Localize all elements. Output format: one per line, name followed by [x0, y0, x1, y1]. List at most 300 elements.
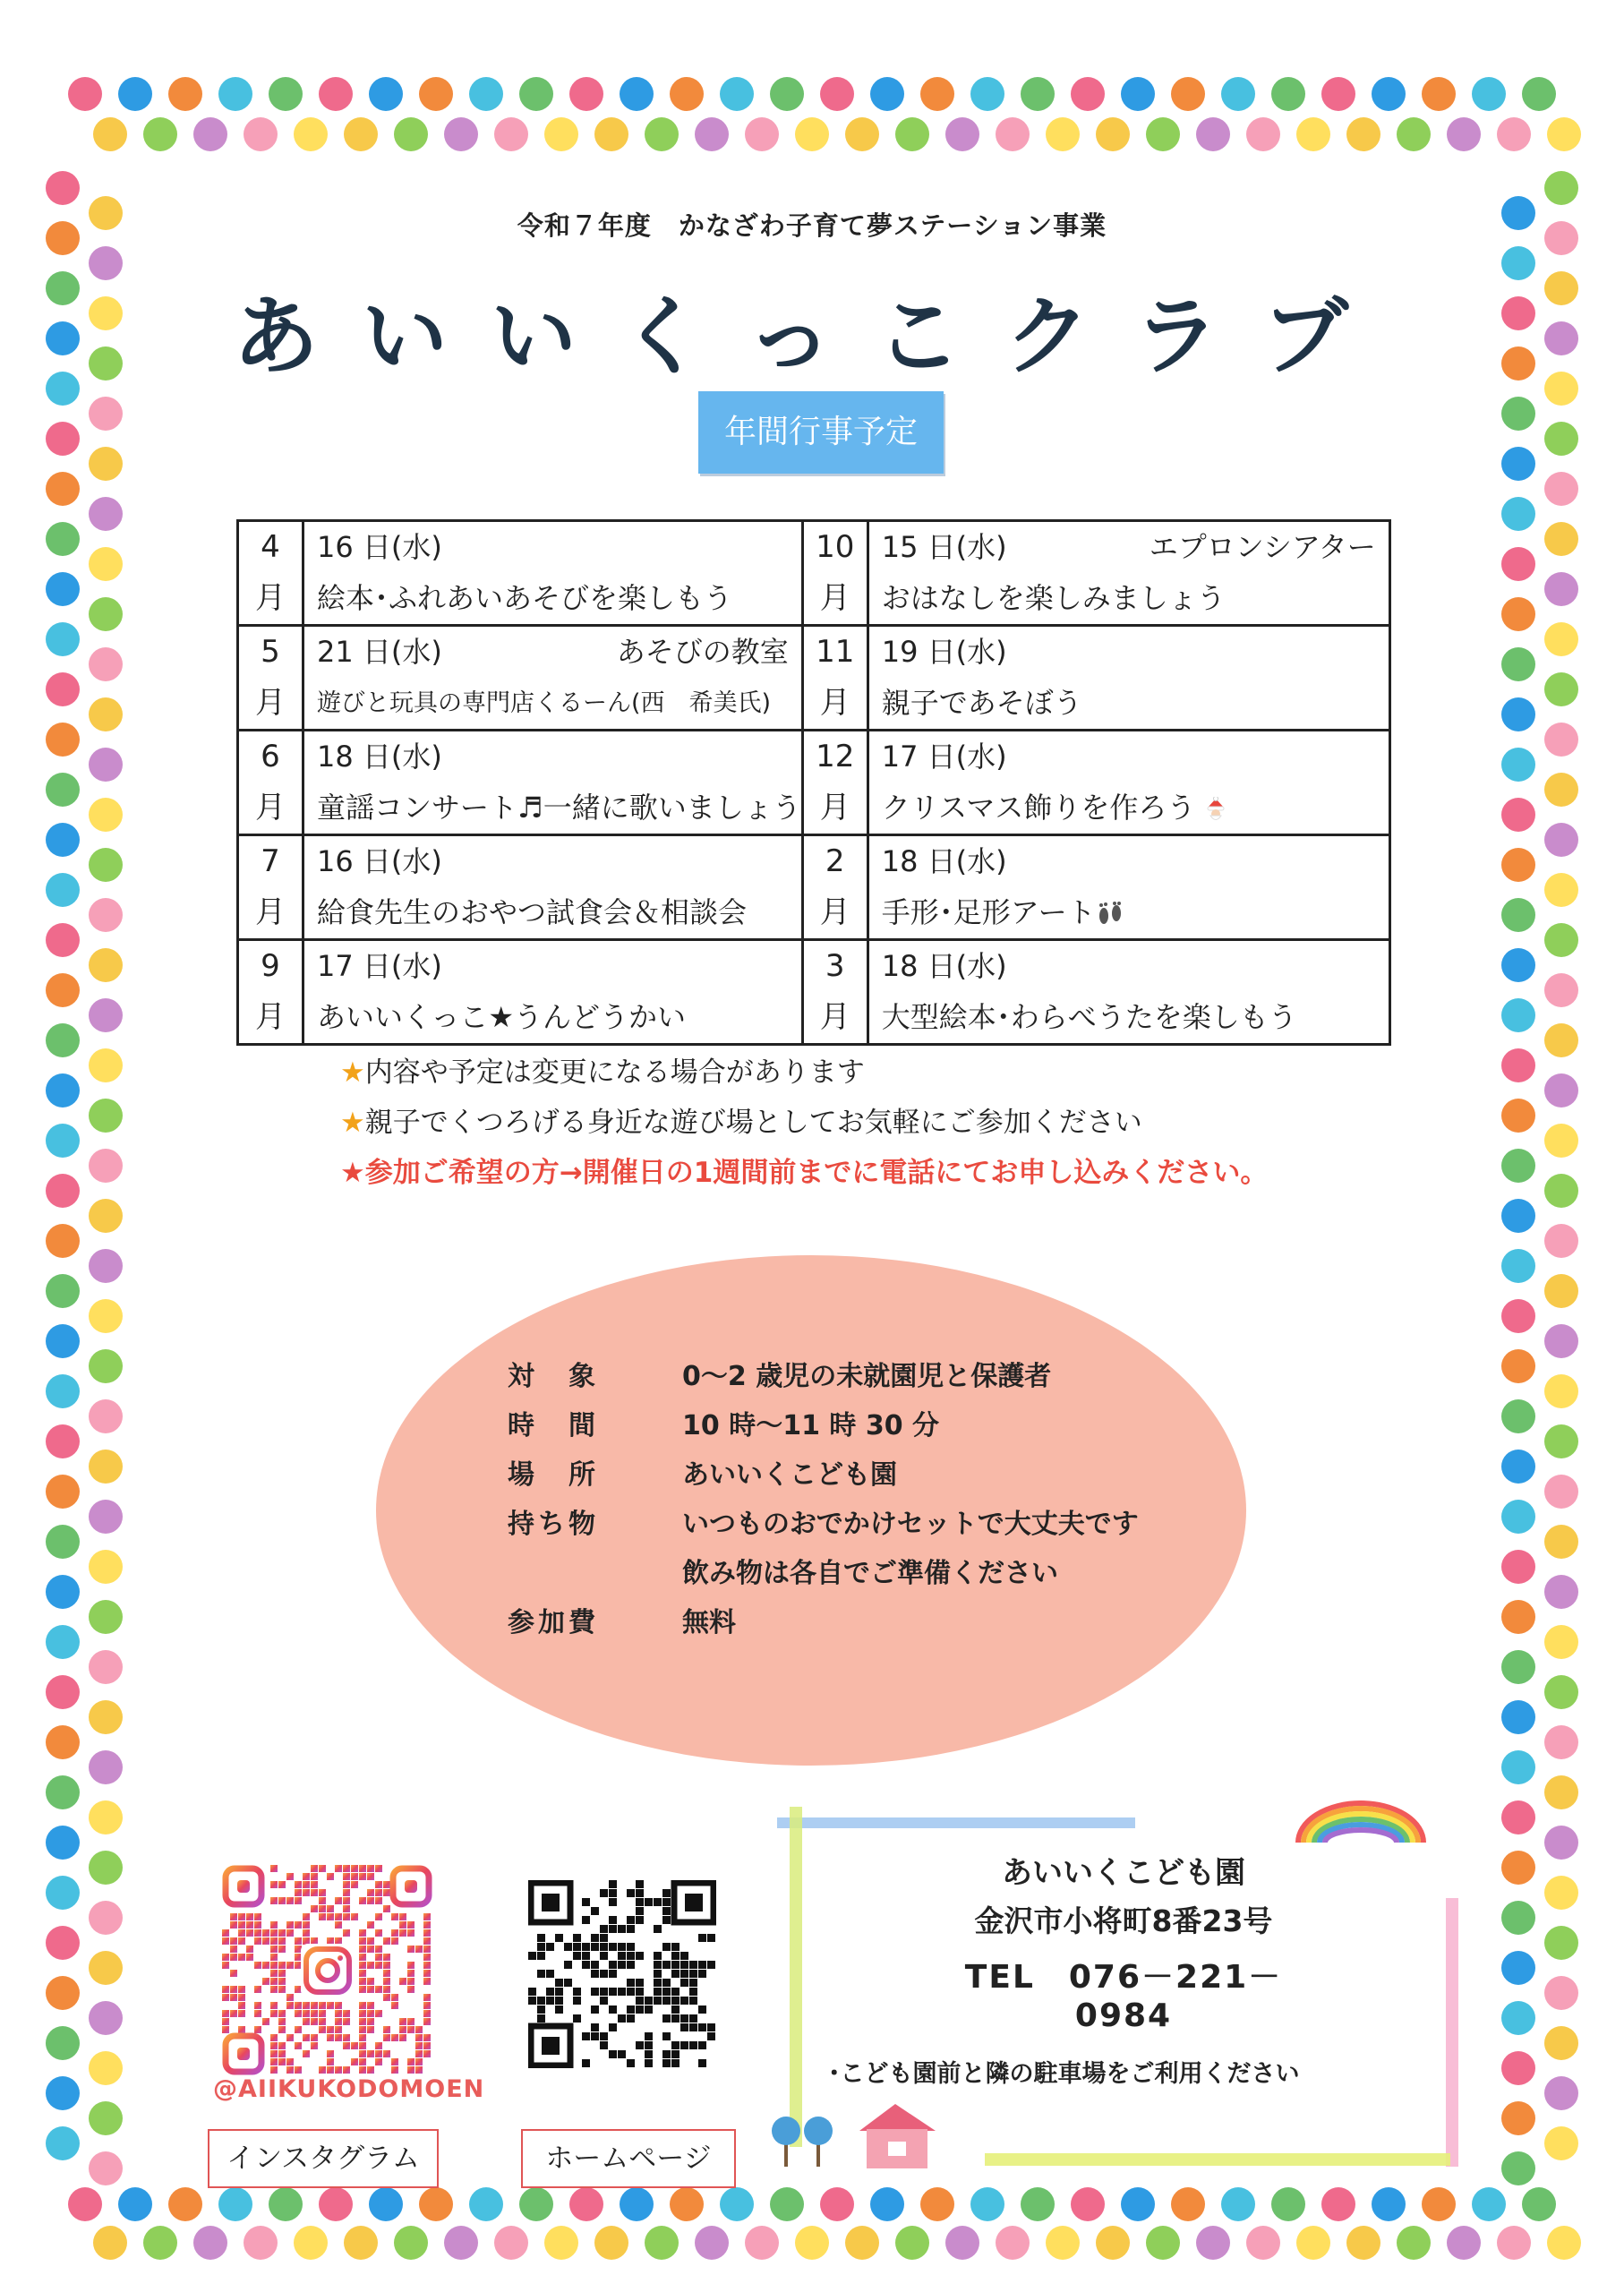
border-dot: [89, 647, 123, 681]
border-dot: [1121, 77, 1155, 111]
border-dot: [1501, 697, 1535, 731]
instagram-handle: @AIIKUKODOMOEN: [213, 2075, 485, 2103]
border-dot: [1422, 77, 1456, 111]
border-dot: [244, 2226, 278, 2260]
star-icon: ★: [340, 1056, 365, 1089]
border-dot: [89, 1750, 123, 1784]
border-dot: [46, 422, 80, 456]
border-dot: [89, 1349, 123, 1383]
border-dot: [89, 1399, 123, 1433]
organization-address: 金沢市小将町8番23号: [974, 1903, 1273, 1938]
border-dot: [46, 1374, 80, 1408]
border-dot: [1501, 1149, 1535, 1183]
border-dot: [1544, 1725, 1578, 1759]
event-date: 19 日(水): [881, 635, 1007, 669]
border-dot: [1501, 1550, 1535, 1584]
border-dot: [46, 2026, 80, 2060]
border-dot: [1021, 77, 1055, 111]
border-dot: [519, 77, 553, 111]
border-dot: [745, 117, 779, 151]
border-dot: [1544, 1575, 1578, 1609]
info-target: 対 象 0～2 歳児の未就園児と保護者: [508, 1361, 1052, 1392]
border-dot: [569, 77, 603, 111]
border-dot: [46, 1625, 80, 1659]
event-description: 給食先生のおやつ試食会＆相談会: [317, 895, 748, 929]
border-dot: [1544, 1023, 1578, 1057]
border-dot: [1544, 1475, 1578, 1509]
border-dot: [1544, 1876, 1578, 1910]
border-dot: [1196, 2226, 1230, 2260]
border-dot: [695, 117, 729, 151]
border-dot: [1544, 1124, 1578, 1158]
border-dot: [46, 472, 80, 506]
club-title: あいいくっこクラブ: [232, 286, 1392, 387]
border-dot: [1501, 1750, 1535, 1784]
border-dot: [444, 117, 478, 151]
border-dot: [46, 1124, 80, 1158]
border-dot: [1501, 898, 1535, 932]
border-dot: [1121, 2187, 1155, 2221]
border-dot: [319, 77, 353, 111]
event-description: おはなしを楽しみましょう: [881, 581, 1226, 615]
border-dot: [1346, 2226, 1380, 2260]
border-dot: [118, 77, 152, 111]
schedule-row: [238, 731, 1390, 835]
border-dot: [1501, 1500, 1535, 1534]
border-dot: [1221, 77, 1255, 111]
border-dot: [1544, 723, 1578, 757]
border-dot: [89, 1149, 123, 1183]
schedule-row: [238, 626, 1390, 731]
border-dot: [996, 117, 1030, 151]
project-subtitle: 令和７年度 かなざわ子育て夢ステーション事業: [517, 210, 1107, 241]
schedule-row: [238, 521, 1390, 626]
border-dot: [1501, 1650, 1535, 1684]
border-dot: [1522, 77, 1556, 111]
border-dot: [720, 77, 754, 111]
border-dot: [1321, 2187, 1355, 2221]
border-dot: [46, 622, 80, 656]
border-dot: [1547, 117, 1581, 151]
border-dot: [89, 547, 123, 581]
schedule-row: [238, 835, 1390, 940]
border-dot: [1544, 1224, 1578, 1258]
border-dot: [1046, 117, 1080, 151]
border-dot: [1497, 117, 1531, 151]
border-dot: [920, 2187, 954, 2221]
border-dot: [1501, 2151, 1535, 2185]
border-dot: [46, 923, 80, 957]
border-dot: [544, 2226, 578, 2260]
border-dot: [93, 2226, 127, 2260]
border-dot: [89, 2101, 123, 2135]
event-date: 18 日(水): [881, 949, 1007, 983]
month-cell: 2 月: [802, 835, 868, 940]
border-dot: [1296, 117, 1330, 151]
info-place: 場 所 あいいくこども園: [508, 1459, 897, 1491]
border-dot: [670, 77, 704, 111]
border-dot: [1171, 77, 1205, 111]
border-dot: [1071, 77, 1105, 111]
border-dot: [970, 77, 1004, 111]
border-dot: [68, 2187, 102, 2221]
month-cell: 6 月: [238, 731, 303, 835]
border-dot: [1544, 1625, 1578, 1659]
border-dot: [46, 1725, 80, 1759]
border-dot: [1544, 171, 1578, 205]
border-dot: [1501, 2001, 1535, 2035]
event-date: 16 日(水): [317, 844, 442, 878]
event-cell: [868, 626, 1389, 731]
border-dot: [1501, 1048, 1535, 1082]
border-dot: [143, 117, 177, 151]
border-dot: [1544, 1525, 1578, 1559]
border-dot: [1221, 2187, 1255, 2221]
border-dot: [1372, 77, 1406, 111]
border-dot: [544, 117, 578, 151]
border-dot: [1544, 1675, 1578, 1709]
border-dot: [68, 77, 102, 111]
month-cell: 11 月: [802, 626, 868, 731]
border-dot: [1372, 2187, 1406, 2221]
border-dot: [89, 1600, 123, 1634]
event-extra: エプロンシアター: [1149, 530, 1376, 564]
border-dot: [795, 2226, 829, 2260]
border-dot: [1544, 1324, 1578, 1358]
border-dot: [394, 2226, 428, 2260]
border-dot: [1544, 472, 1578, 506]
border-dot: [645, 2226, 679, 2260]
border-dot: [294, 117, 328, 151]
border-dot: [89, 497, 123, 531]
border-dot: [1397, 117, 1431, 151]
border-dot: [46, 1575, 80, 1609]
event-cell: [303, 626, 803, 731]
border-dot: [1501, 397, 1535, 431]
border-dot: [519, 2187, 553, 2221]
info-fee: 参加費 無料: [508, 1607, 736, 1638]
border-dot: [1096, 117, 1130, 151]
border-dot: [168, 77, 202, 111]
border-dot: [645, 117, 679, 151]
border-dot: [1501, 2101, 1535, 2135]
event-cell: [303, 835, 803, 940]
border-dot: [89, 848, 123, 882]
border-dot: [695, 2226, 729, 2260]
event-cell: [303, 731, 803, 835]
border-dot: [996, 2226, 1030, 2260]
border-dot: [89, 397, 123, 431]
event-date: 17 日(水): [881, 740, 1007, 774]
border-dot: [46, 1976, 80, 2010]
border-dot: [46, 1876, 80, 1910]
border-dot: [1296, 2226, 1330, 2260]
border-dot: [46, 1224, 80, 1258]
border-dot: [1171, 2187, 1205, 2221]
footprint-icon: [1096, 902, 1124, 927]
parking-note: ･こども園前と隣の駐車場をご利用ください: [828, 2060, 1300, 2088]
border-dot: [1544, 2076, 1578, 2110]
border-dot: [1501, 1700, 1535, 1734]
border-dot: [1271, 2187, 1305, 2221]
border-dot: [1544, 1826, 1578, 1860]
border-dot: [1544, 873, 1578, 907]
border-dot: [1544, 1926, 1578, 1960]
border-dot: [46, 1274, 80, 1308]
homepage-button[interactable]: ホームページ: [521, 2129, 736, 2188]
star-icon: ★: [340, 1157, 365, 1189]
event-date: 18 日(水): [881, 844, 1007, 878]
month-cell: 7 月: [238, 835, 303, 940]
border-dot: [46, 1926, 80, 1960]
border-dot: [1096, 2226, 1130, 2260]
border-dot: [89, 1099, 123, 1133]
border-dot: [1544, 572, 1578, 606]
organization-name: あいいくこども園: [1002, 1855, 1245, 1891]
border-dot: [89, 748, 123, 782]
border-dot: [1501, 1600, 1535, 1634]
border-dot: [46, 1475, 80, 1509]
border-dot: [89, 1800, 123, 1834]
border-dot: [89, 1951, 123, 1985]
border-dot: [46, 2126, 80, 2160]
border-dot: [569, 2187, 603, 2221]
border-dot: [46, 1023, 80, 1057]
border-dot: [1501, 447, 1535, 481]
border-dot: [444, 2226, 478, 2260]
border-dot: [1544, 2026, 1578, 2060]
border-dot: [46, 1775, 80, 1809]
border-dot: [1447, 117, 1481, 151]
border-dot: [1544, 622, 1578, 656]
border-dot: [1544, 823, 1578, 857]
month-cell: 12 月: [802, 731, 868, 835]
border-dot: [1321, 77, 1355, 111]
border-dot: [46, 572, 80, 606]
santa-icon: [1205, 797, 1227, 822]
border-dot: [895, 2226, 929, 2260]
border-dot: [770, 2187, 804, 2221]
event-description: 手形･足形アート: [881, 895, 1096, 929]
border-dot: [89, 2001, 123, 2035]
border-dot: [1497, 2226, 1531, 2260]
event-date: 21 日(水): [317, 635, 442, 669]
month-cell: 3 月: [802, 940, 868, 1045]
star-icon: ★: [340, 1107, 365, 1139]
event-cell: [868, 835, 1389, 940]
border-dot: [1544, 522, 1578, 556]
border-dot: [1146, 117, 1180, 151]
month-cell: 5 月: [238, 626, 303, 731]
border-dot: [494, 2226, 528, 2260]
border-dot: [770, 77, 804, 111]
border-dot: [1447, 2226, 1481, 2260]
border-dot: [46, 1174, 80, 1208]
border-dot: [1021, 2187, 1055, 2221]
border-dot: [1544, 422, 1578, 456]
border-dot: [193, 2226, 227, 2260]
border-dot: [1544, 1424, 1578, 1458]
border-dot: [1501, 1299, 1535, 1333]
border-dot: [143, 2226, 177, 2260]
border-dot: [620, 2187, 654, 2221]
border-dot: [89, 1550, 123, 1584]
border-dot: [46, 522, 80, 556]
house-and-trees-icon: [770, 2095, 976, 2176]
border-dot: [1501, 948, 1535, 982]
border-dot: [1501, 1951, 1535, 1985]
border-dot: [1501, 547, 1535, 581]
event-description: 絵本･ふれあいあそびを楽しもう: [317, 581, 733, 615]
annual-schedule-badge: 年間行事予定: [698, 391, 944, 474]
border-dot: [269, 77, 303, 111]
event-description: 童謡コンサート♬一緒に歌いましょう: [317, 791, 801, 825]
border-dot: [1346, 117, 1380, 151]
border-dot: [1071, 2187, 1105, 2221]
border-dot: [193, 117, 227, 151]
info-items: 持ち物 いつものおでかけセットで大丈夫です: [508, 1509, 1139, 1540]
border-dot: [89, 1249, 123, 1283]
border-dot: [945, 117, 979, 151]
event-description: あいいくっこ★うんどうかい: [317, 1000, 687, 1034]
border-dot: [89, 697, 123, 731]
border-dot: [1501, 1349, 1535, 1383]
event-cell: [868, 731, 1389, 835]
border-dot: [89, 1901, 123, 1935]
border-dot: [46, 1324, 80, 1358]
border-dot: [895, 117, 929, 151]
border-dot: [46, 2076, 80, 2110]
border-dot: [419, 2187, 453, 2221]
event-cell: [303, 940, 803, 1045]
event-date: 18 日(水): [317, 740, 442, 774]
border-dot: [244, 117, 278, 151]
border-dot: [218, 77, 252, 111]
border-dot: [670, 2187, 704, 2221]
border-dot: [1544, 672, 1578, 706]
border-dot: [870, 2187, 904, 2221]
border-dot: [870, 77, 904, 111]
border-dot: [89, 1500, 123, 1534]
border-dot: [89, 1048, 123, 1082]
border-dot: [46, 873, 80, 907]
month-cell: 9 月: [238, 940, 303, 1045]
organization-phone[interactable]: TEL 076－221－0984: [964, 1959, 1283, 2034]
instagram-qr-code[interactable]: [222, 1865, 432, 2075]
border-dot: [1422, 2187, 1456, 2221]
rainbow-icon: [1289, 1796, 1432, 1846]
border-dot: [1544, 1976, 1578, 2010]
border-dot: [1501, 2051, 1535, 2085]
border-dot: [1544, 1073, 1578, 1108]
border-dot: [745, 2226, 779, 2260]
border-dot: [344, 2226, 378, 2260]
border-dot: [168, 2187, 202, 2221]
border-dot: [795, 117, 829, 151]
border-dot: [1501, 1199, 1535, 1233]
border-dot: [820, 77, 854, 111]
border-dot: [118, 2187, 152, 2221]
border-dot: [394, 117, 428, 151]
border-dot: [46, 823, 80, 857]
border-dot: [46, 773, 80, 807]
border-dot: [1472, 2187, 1506, 2221]
border-dot: [1501, 647, 1535, 681]
border-dot: [319, 2187, 353, 2221]
border-dot: [93, 117, 127, 151]
border-dot: [1146, 2226, 1180, 2260]
border-dot: [1501, 1800, 1535, 1834]
border-dot: [1501, 848, 1535, 882]
month-cell: 4 月: [238, 521, 303, 626]
event-description: 遊びと玩具の専門店くるーん(西 希美氏): [317, 689, 772, 717]
border-dot: [494, 117, 528, 151]
border-dot: [89, 1700, 123, 1734]
border-dot: [1246, 117, 1280, 151]
border-dot: [89, 1299, 123, 1333]
border-dot: [1271, 77, 1305, 111]
border-dot: [218, 2187, 252, 2221]
border-dot: [1544, 1174, 1578, 1208]
border-dot: [294, 2226, 328, 2260]
border-dot: [46, 723, 80, 757]
border-dot: [46, 1424, 80, 1458]
border-dot: [1501, 1249, 1535, 1283]
event-description: 親子であそぼう: [881, 686, 1082, 720]
border-dot: [1501, 1901, 1535, 1935]
border-dot: [1544, 923, 1578, 957]
border-dot: [1544, 1374, 1578, 1408]
border-dot: [845, 2226, 879, 2260]
homepage-qr-code[interactable]: [528, 1880, 716, 2068]
border-dot: [46, 1073, 80, 1108]
border-dot: [920, 77, 954, 111]
border-dot: [1046, 2226, 1080, 2260]
note-welcome: ★親子でくつろげる身近な遊び場としてお気軽にご参加ください: [340, 1107, 1142, 1139]
border-dot: [1472, 77, 1506, 111]
event-extra: あそびの教室: [616, 635, 789, 669]
border-dot: [369, 77, 403, 111]
border-dot: [720, 2187, 754, 2221]
border-dot: [1544, 1274, 1578, 1308]
border-dot: [46, 171, 80, 205]
border-dot: [89, 1450, 123, 1484]
border-dot: [89, 798, 123, 832]
border-dot: [1501, 497, 1535, 531]
notes: [340, 1048, 1268, 1198]
border-dot: [344, 117, 378, 151]
border-dot: [369, 2187, 403, 2221]
note-application: ★参加ご希望の方→開催日の1週間前までに電話にてお申し込みください。: [340, 1157, 1269, 1189]
border-dot: [1196, 117, 1230, 151]
instagram-button[interactable]: インスタグラム: [208, 2129, 439, 2188]
border-dot: [620, 77, 654, 111]
border-dot: [1501, 597, 1535, 631]
border-dot: [1501, 1450, 1535, 1484]
border-dot: [1522, 2187, 1556, 2221]
border-dot: [89, 2051, 123, 2085]
border-dot: [970, 2187, 1004, 2221]
event-cell: [303, 521, 803, 626]
border-dot: [594, 117, 628, 151]
schedule-table: [236, 519, 1391, 1046]
border-dot: [1246, 2226, 1280, 2260]
border-dot: [269, 2187, 303, 2221]
event-cell: [868, 940, 1389, 1045]
border-dot: [469, 2187, 503, 2221]
month-cell: 10 月: [802, 521, 868, 626]
border-dot: [46, 1675, 80, 1709]
